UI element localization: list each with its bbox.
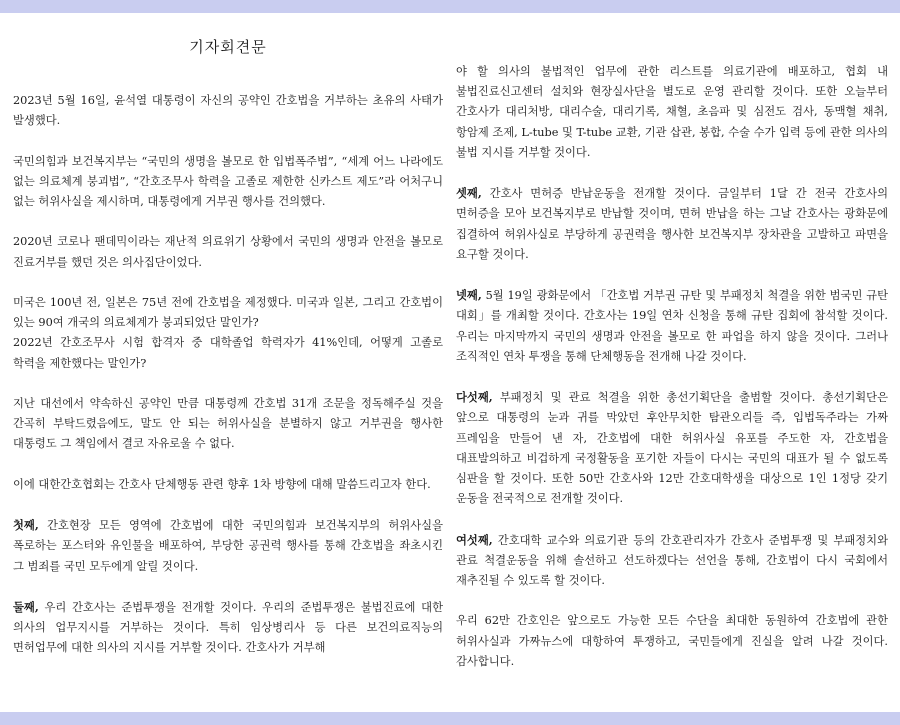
paragraph-text: 우리 간호사는 준법투쟁을 전개할 것이다. 우리의 준법투쟁은 불법진료에 대한 의사의 업무지시를 거부하는 것이다. 특히 임상병리사 등 다른 보건의료직능의 면허업무에 대한 의사의 지시를 거부할 것이다. 간호사가 거부해 (13, 600, 443, 655)
paragraph-text: 2020년 코로나 팬데믹이라는 재난적 의료위기 상황에서 국민의 생명과 안전을 볼모로 진료거부를 했던 것은 의사집단이었다. (13, 235, 443, 269)
paragraph-lead: 둘째, (13, 599, 39, 614)
paragraph-text: 국민의힘과 보건복지부는 “국민의 생명을 볼모로 한 입법폭주법”, “세계 어느 나라에도 없는 의료체계 붕괴법”, “간호조무사 학력을 고졸로 제한한 신카스트 제도”라 어처구니 없는 허위사실을 제시하며, 대통령에게 거부권 행사를 건의했다. (13, 154, 443, 208)
paragraph (13, 333, 443, 373)
left-paragraphs (13, 91, 443, 659)
paragraph (456, 62, 888, 163)
paragraph-text: 간호대학 교수와 의료기관 등의 간호관리자가 간호사 준법투쟁 및 부패정치와 관료 척결운동을 위해 솔선하고 선도하겠다는 선언을 통해, 간호법이 다시 국회에서 재추진될 수 있도록 할 것이다. (456, 533, 888, 588)
paragraph-text: 간호현장 모든 영역에 간호법에 대한 국민의힘과 보건복지부의 허위사실을 폭로하는 포스터와 유인물을 배포하여, 부당한 공권력 행사를 통해 간호법을 좌초시킨 그 범죄를 국민 모두에게 알릴 것이다. (13, 519, 443, 573)
paragraph (456, 285, 888, 367)
paragraph (13, 597, 443, 659)
left-column (13, 13, 443, 679)
paragraph-text: 5월 19일 광화문에서 「간호법 거부권 규탄 및 부패정치 척결을 위한 범국민 규탄 대회」를 개최할 것이다. 간호사는 19일 연차 신청을 통해 규탄 집회에 참석할 것이다. 우리는 마지막까지 국민의 생명과 안전을 볼모로 한 파업을 하지 않을 것이다. 그러나 조직적인 연차 투쟁을 통해 단체행동을 전개해 나갈 것이다. (456, 289, 888, 363)
paragraph-lead: 첫째, (13, 518, 39, 533)
paragraph-text: 부패정치 및 관료 척결을 위한 총선기획단을 출범할 것이다. 총선기획단은 앞으로 대통령의 눈과 귀를 막았던 후안무치한 탐관오리들 즉, 입법독주라는 가짜 프레임을 만들어 낸 자, 간호법에 대한 허위사실 유포를 주도한 자, 간호법을 대표발의하고 비겁하게 국정활동을 포기한 자들이 다시는 국민의 대표가 될 수 없도록 심판을 할 것이다. 또한 50만 간호사와 12만 간호대학생을 대상으로 1인 1정당 갖기 운동을 전국적으로 전개할 것이다. (456, 391, 888, 506)
paragraph-text: 야 할 의사의 불법적인 업무에 관한 리스트를 의료기관에 배포하고, 협회 내 불법진료신고센터 설치와 현장실사단을 별도로 운영 관리할 것이다. 또한 오늘부터 간호사가 대리처방, 대리수술, 대리기록, 채혈, 초음파 및 심전도 검사, 동맥혈 채취, 항암제 조제, L-tube 및 T-tube 교환, 기관 삽관, 봉합, 수술 수가 입력 등에 관한 의사의 불법 지시를 거부할 것이다. (456, 65, 888, 159)
paragraph-text: 이에 대한간호협회는 간호사 단체행동 관련 향후 1차 방향에 대해 말씀드리고자 한다. (13, 477, 431, 491)
paragraph-text: 2022년 간호조무사 시험 합격자 중 대학졸업 학력자가 41%인데, 어떻게 고졸로 학력을 제한했다는 말인가? (13, 336, 443, 370)
paragraph (456, 183, 888, 265)
paragraph-text: 지난 대선에서 약속하신 공약인 만큼 대통령께 간호법 31개 조문을 정독해주실 것을 간곡히 부탁드렸음에도, 말도 안 되는 허위사실을 분별하지 않고 거부권을 행사한 대통령도 그 책임에서 결코 자유로울 수 없다. (13, 396, 443, 451)
paragraph-lead: 다섯째, (456, 390, 493, 405)
paragraph-text: 2023년 5월 16일, 윤석열 대통령이 자신의 공약인 간호법을 거부하는 초유의 사태가 발생했다. (13, 94, 443, 128)
paragraph-lead: 셋째, (456, 186, 482, 201)
paragraph-text: 미국은 100년 전, 일본은 75년 전에 간호법을 제정했다. 미국과 일본, 그리고 간호법이 있는 90여 개국의 의료체계가 붕괴되었단 말인가? (13, 295, 443, 330)
paragraph-text: 우리 62만 간호인은 앞으로도 가능한 모든 수단을 최대한 동원하여 간호법에 관한 허위사실과 가짜뉴스에 대항하여 투쟁하고, 국민들에게 진실을 알려 나갈 것이다. 감사합니다. (456, 614, 888, 668)
paragraph (13, 152, 443, 213)
paragraph-lead: 여섯째, (456, 532, 493, 547)
right-paragraphs (456, 62, 888, 672)
paragraph (456, 611, 888, 672)
right-column (456, 13, 888, 692)
document-page (0, 13, 900, 712)
paragraph-text: 간호사 면허증 반납운동을 전개할 것이다. 금일부터 1달 간 전국 간호사의 면허증을 모아 보건복지부로 반납할 것이며, 면허 반납을 하는 그날 간호사는 광화문에 집결하여 허위사실로 부당하게 공권력을 행사한 보건복지부 장차관을 고발하고 파면을 요구할 것이다. (456, 187, 888, 261)
paragraph (456, 387, 888, 509)
paragraph (13, 394, 443, 455)
document-title: 기자회견문 (189, 38, 267, 56)
paragraph (13, 91, 443, 131)
paragraph (13, 232, 443, 272)
paragraph (13, 515, 443, 577)
paragraph (13, 475, 443, 495)
paragraph (13, 293, 443, 333)
paragraph (456, 530, 888, 592)
paragraph-lead: 넷째, (456, 288, 482, 303)
